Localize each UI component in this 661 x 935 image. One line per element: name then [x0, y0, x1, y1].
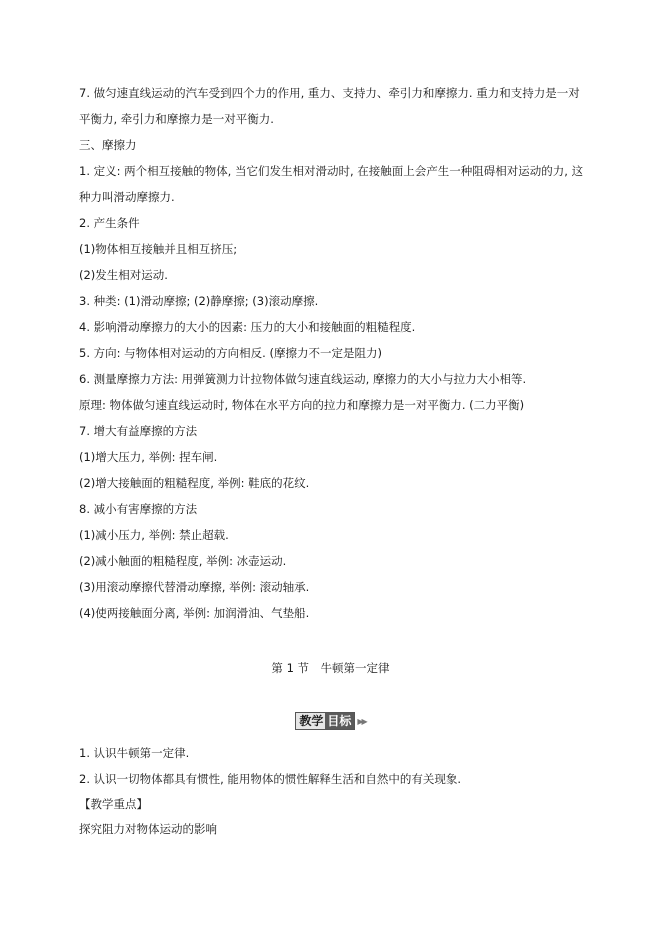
text-line: 种力叫滑动摩擦力. [79, 190, 175, 204]
text-line: (3)用滚动摩擦代替滑动摩擦, 举例: 滚动轴承. [79, 580, 310, 594]
section-title: 第 1 节 牛顿第一定律 [271, 661, 390, 675]
banner-part2: 目标 [325, 713, 354, 729]
text-line: 7. 做匀速直线运动的汽车受到四个力的作用, 重力、支持力、牵引力和摩擦力. 重力和支持力是一对 [79, 86, 580, 100]
text-line: 6. 测量摩擦力方法: 用弹簧测力计拉物体做匀速直线运动, 摩擦力的大小与拉力大小相等. [79, 372, 527, 386]
text-line: 3. 种类: (1)滑动摩擦; (2)静摩擦; (3)滚动摩擦. [79, 294, 319, 308]
text-line: 平衡力, 牵引力和摩擦力是一对平衡力. [79, 112, 274, 126]
text-line: (2)发生相对运动. [79, 268, 168, 282]
heading-friction: 三、摩擦力 [79, 138, 137, 152]
text-line: (2)增大接触面的粗糙程度, 举例: 鞋底的花纹. [79, 476, 310, 490]
text-line: 2. 产生条件 [79, 216, 140, 230]
text-line: 1. 定义: 两个相互接触的物体, 当它们发生相对滑动时, 在接触面上会产生一种阻碍相对运动的力, 这 [79, 164, 584, 178]
text-line: 8. 减小有害摩擦的方法 [79, 502, 198, 516]
text-line: (1)增大压力, 举例: 捏车闸. [79, 450, 218, 464]
text-line: 原理: 物体做匀速直线运动时, 物体在水平方向的拉力和摩擦力是一对平衡力. (二力平衡) [79, 398, 525, 412]
text-line: 4. 影响滑动摩擦力的大小的因素: 压力的大小和接触面的粗糙程度. [79, 320, 416, 334]
text-line: (1)物体相互接触并且相互挤压; [79, 242, 238, 256]
key-points-heading: 【教学重点】 [79, 797, 148, 811]
text-line: 5. 方向: 与物体相对运动的方向相反. (摩擦力不一定是阻力) [79, 346, 382, 360]
text-line: 7. 增大有益摩擦的方法 [79, 424, 198, 438]
text-line: (1)减小压力, 举例: 禁止超载. [79, 528, 229, 542]
teaching-goals-banner [0, 711, 661, 731]
banner-box [295, 712, 355, 730]
double-arrow-icon: ▶▶ [357, 716, 366, 726]
banner-part1: 教学 [296, 713, 325, 729]
goal-item: 2. 认识一切物体都具有惯性, 能用物体的惯性解释生活和自然中的有关现象. [79, 772, 462, 786]
text-line: (2)减小触面的粗糙程度, 举例: 冰壶运动. [79, 554, 287, 568]
goal-item: 1. 认识牛顿第一定律. [79, 746, 190, 760]
key-points-text: 探究阻力对物体运动的影响 [79, 822, 217, 836]
text-line: (4)使两接触面分离, 举例: 加润滑油、气垫船. [79, 606, 310, 620]
